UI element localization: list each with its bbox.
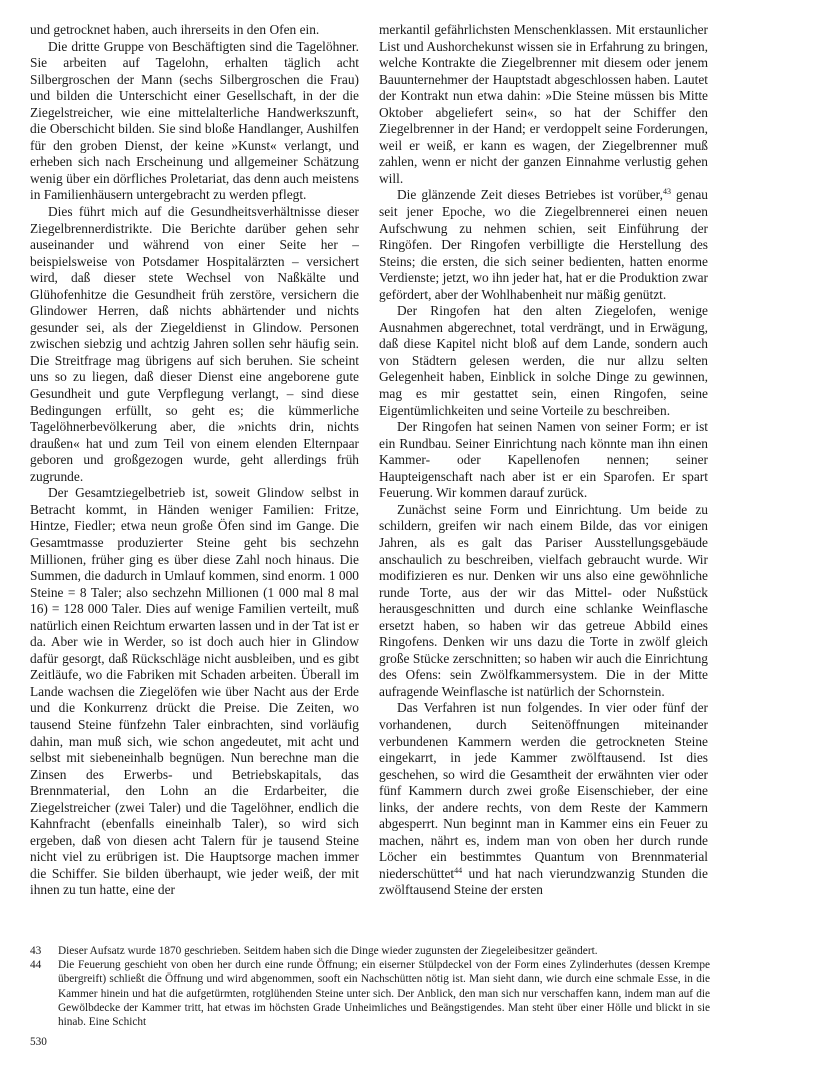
- footnote-text: Dieser Aufsatz wurde 1870 geschrieben. Seitdem haben sich die Dinge wieder zugunsten der Ziegeleibesitzer geändert.: [58, 945, 598, 957]
- paragraph: merkantil gefährlichsten Menschenklassen. Mit erstaunlicher List und Aushorchekunst wissen sie in Erfahrung zu bringen, welche Kontrakte die Ziegelbrenner mit diesem oder jenem Bauunternehmer der Hauptstadt abgeschlossen haben. Lautet der Kontrakt nun etwa dahin: »Die Steine müssen bis Mitte Oktober abgeliefert sein«, so hat der Schiffer den Ziegelbrenner in der Hand; er verdoppelt seine Forderungen, weil er weiß, er kann es wagen, der Ziegelbrenner muß zahlen, wenn er nicht der ganzen Einnahme verlustig gehen will.: [379, 22, 708, 186]
- paragraph-text: Das Verfahren ist nun folgendes. In vier oder fünf der vorhandenen, durch Seitenöffnungen miteinander verbundenen Kammern werden die getrockneten Steine eingekarrt, in jede Kammer zwölftausend. Ist dies geschehen, so wird die Gesamtheit der erwähnten vier oder fünf Kammern durch zwei große Eisenschieber, der eine links, der andere rechts, von dem Reste der Kammern abgesperrt. Nun beginnt man in Kammer eins ein Feuer zu machen, nährt es, indem man von oben her durch runde Löcher ein bestimmtes Quantum von Brennmaterial niederschüttet: [379, 700, 708, 881]
- paragraph: Zunächst seine Form und Einrichtung. Um beide zu schildern, greifen wir nach einem Bilde, das vor einigen Jahren, als es galt das Pariser Ausstellungsgebäude anschaulich zu beschreiben, vielfach gebraucht wurde. Wir modifizieren es nur. Denken wir uns also eine gewöhnliche runde Torte, aus der wir das Mittel- oder Nußstück herausgeschnitten und durch eine schlanke Weinflasche ersetzt haben, so haben wir das getreue Abbild eines Ringofens. Denken wir uns dazu die Torte in zwölf gleich große Stücke zerschnitten; so haben wir auch die Einrichtung des Ofens: sein Zwölfkammersystem. Die in der Mitte aufragende Weinflasche ist natürlich der Schornstein.: [379, 501, 708, 699]
- footnotes: [30, 944, 710, 1029]
- paragraph: und getrocknet haben, auch ihrerseits in den Ofen ein.: [30, 22, 320, 37]
- footnote-44: [30, 958, 710, 1029]
- page-number: 530: [30, 1036, 47, 1048]
- paragraph: Der Gesamtziegelbetrieb ist, soweit Glindow selbst in Betracht kommt, in Händen weniger Familien: Fritze, Hintze, Fiedler; etwa neun große Öfen sind im Gange. Die Gesamtmasse produzierter Steine geht bis sechzehn Millionen, früher ging es über diese Zahl noch hinaus. Die Summen, die dadurch in Umlauf kommen, sind enorm. 1 000 Steine = 8 Taler; also sechzehn Millionen (1 000 mal 8 mal 16) = 128 000 Taler. Dies auf wenige Familien verteilt, muß natürlich einen Reichtum erwarten lassen und in der Tat ist er da. Aber wie in Werder, so ist doch auch hier in Glindow dafür gesorgt, daß Rückschläge nicht ausbleiben, und es gibt Zeitläufe, wo die Fabriken mit Schaden arbeiten. Überall im Lande wachsen die Ziegelöfen wie über Nacht aus der Erde und die Konkurrenz drückt die Preise. Die Zeiten, wo tausend Steine fünfzehn Taler einbrachten, sind vorläufig dahin, man muß sich, wie schon angedeutet, mit acht und selbst mit siebeneinhalb begnügen. Nun berechne man die Zinsen des Erwerbs- und Betriebskapitals, das Brennmaterial, den Lohn an die Erdarbeiter, die Ziegelstreicher (zwei Taler) und die Tagelöhner, endlich die Kahnfracht (ebenfalls eineinhalb Taler), so wird sich ergeben, daß von diesen acht Talern für je tausend Steine nicht viel zu erübrigen ist. Die Hauptsorge machen immer die Schiffer. Sie bilden überhaupt, wie jeder weiß, der mit ihnen zu tun hatte, eine der: [30, 485, 360, 898]
- footnote-number: 44: [30, 959, 42, 972]
- paragraph: Dies führt mich auf die Gesundheitsverhältnisse dieser Ziegelbrennerdistrikte. Die Berichte darüber gehen sehr auseinander und während von einer Seite her – beispielsweise von Potsdamer Hospitalärzten – versichert wird, daß dieser stete Wechsel von Naßkälte und Glühofenhitze die Gesundheit früh zerstöre, versichern die Glindower Herren, daß nichts abhärtender und nichts gesunder sei, als der Ziegeldienst in Glindow. Personen zwischen siebzig und achtzig Jahren sollen sehr häufig sein. Die Streitfrage mag übrigens auf sich beruhen. Sie scheint uns so zu liegen, daß dieser Dienst eine angeborene gute Gesundheit und gute Verpflegung verlangt, – sind diese Bedingungen erfüllt, so geht es; die kümmerliche Tagelöhnerbevölkerung aber, die »nichts drin, nichts draußen« hat und zum Teil von einem elenden Elternpaar geboren und großgezogen wurde, geht allerdings früh zugrunde.: [30, 204, 359, 484]
- paragraph-text-continued: und hat nach vierundzwanzig Stunden die zwölftausend Steine der ersten: [379, 865, 708, 898]
- paragraph-text-continued: genau seit jener Epoche, wo die Ziegelbrennerei einen neuen Aufschwung zu nehmen schien, seit Einführung der Ringöfen. Der Ringofen verbilligte die Herstellung des Steins; die ersten, die sich seiner bedienten, hatten enorme Verdienste; jetzt, wo ihn jeder hat, hat er die Produktion zwar gefördert, aber der Wohlhabenheit nur mäßig genützt.: [379, 187, 708, 302]
- right-column: [379, 22, 708, 899]
- paragraph: [379, 187, 708, 303]
- footnote-ref-44[interactable]: 44: [454, 865, 463, 875]
- footnote-ref-43[interactable]: 43: [662, 187, 671, 197]
- paragraph: Die dritte Gruppe von Beschäftigten sind die Tagelöhner. Sie arbeiten auf Tagelohn, erhalten täglich acht Silbergroschen der Mann (sechs Silbergroschen die Frau) und bilden die Unterschicht einer Gesellschaft, in der die Ziegelstreicher, wie eine mittelalterliche Handwerkszunft, die Oberschicht bilden. Sie sind bloße Handlanger, Aushilfen für den groben Dienst, der keine »Kunst« verlangt, und erheben sich nach Erscheinung und allgemeiner Schätzung wenig über ein dörfliches Proletariat, das denn auch meistens in Familienhäusern untergebracht zu werden pflegt.: [30, 38, 359, 203]
- left-column: [30, 22, 359, 899]
- footnote-number: 43: [30, 945, 42, 957]
- paragraph: Der Ringofen hat seinen Namen von seiner Form; er ist ein Rundbau. Seiner Einrichtung nach könnte man ihn einen Kammer- oder Kapellenofen nennen; seiner Haupteigenschaft nach aber ist er ein Sparofen. Er spart Feuerung. Wir kommen darauf zurück.: [379, 419, 708, 501]
- footnote-43: [30, 944, 710, 958]
- paragraph: Der Ringofen hat den alten Ziegelofen, wenige Ausnahmen abgerechnet, total verdrängt, und in Erwägung, daß diese Kapitel nicht bloß auf dem Lande, sondern auch von Städtern gelesen werden, die nur allzu selten Gelegenheit haben, Einblick in solche Dinge zu gewinnen, mag es mir gestattet sein, einen Ringofen, seine Eigentümlichkeiten und seine Vorteile zu beschreiben.: [379, 303, 708, 418]
- footnote-text: Die Feuerung geschieht von oben her durch eine runde Öffnung; ein eiserner Stülpdeckel von der Form eines Zylinderhutes (dessen Krempe übergreift) schließt die Öffnung und wird abgenommen, sooft ein Nachschütten nötig ist. Man sieht dann, wie durch eine schmale Esse, in die Kammer hinein und hat die aufgetürmten, rotglühenden Steine unter sich. Der Anblick, den man sich nur verschaffen kann, indem man auf die Gewölbdecke der Kammer tritt, hat etwas im höchsten Grade Unheimliches und Beängstigendes. Man steht über einer Hölle und blickt in sie hinab. Eine Schicht: [58, 959, 710, 1029]
- paragraph-text: Die glänzende Zeit dieses Betriebes ist vorüber,: [397, 187, 663, 203]
- paragraph: [379, 700, 708, 899]
